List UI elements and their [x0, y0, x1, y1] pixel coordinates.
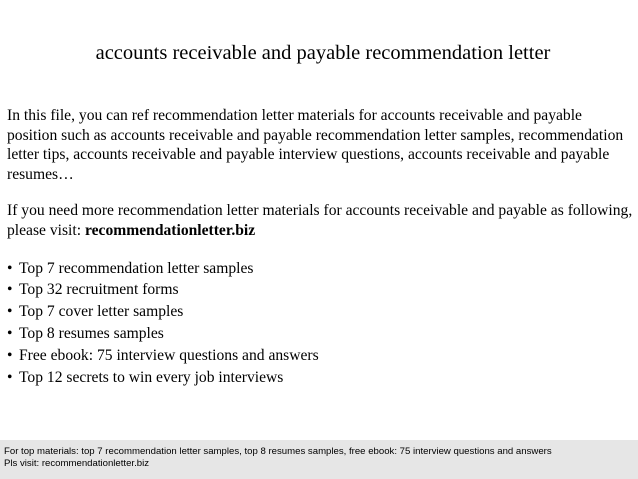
- list-item: [7, 301, 635, 323]
- more-paragraph: [7, 201, 635, 240]
- list-item: [7, 367, 635, 389]
- intro-paragraph: In this file, you can ref recommendation letter materials for accounts receivable and payable position such as accounts receivable and payable recommendation letter samples, recommendation letter tips, accounts receivable and payable interview questions, accounts receivable and payable resumes…: [7, 107, 624, 183]
- list-item-label: Top 32 recruitment forms: [19, 281, 179, 299]
- bullet-icon: •: [7, 324, 13, 342]
- list-item: [7, 345, 635, 367]
- body-content: [7, 106, 635, 388]
- bullet-list: [7, 258, 635, 389]
- list-item-label: Top 7 recommendation letter samples: [19, 259, 254, 277]
- list-item-label: Top 7 cover letter samples: [19, 303, 184, 321]
- footer-line-1: For top materials: top 7 recommendation letter samples, top 8 resumes samples, free ebook: 75 interview questions and answers: [4, 446, 552, 457]
- page-title: accounts receivable and payable recommendation letter: [95, 42, 551, 64]
- bullet-icon: •: [7, 346, 13, 364]
- website-link[interactable]: recommendationletter.biz: [84, 221, 256, 239]
- list-item-label: Free ebook: 75 interview questions and answers: [19, 346, 319, 364]
- bullet-icon: •: [7, 368, 13, 386]
- list-item-label: Top 8 resumes samples: [19, 324, 164, 342]
- footer-banner: [0, 440, 638, 479]
- list-item: [7, 279, 635, 301]
- list-item: [7, 258, 635, 280]
- bullet-icon: •: [7, 281, 13, 299]
- list-item-label: Top 12 secrets to win every job interviews: [19, 368, 284, 386]
- more-text: If you need more recommendation letter materials for accounts receivable and payable as following, please visit:: [7, 202, 633, 239]
- bullet-icon: •: [7, 303, 13, 321]
- bullet-icon: •: [7, 259, 13, 277]
- footer-line-2: Pls visit: recommendationletter.biz: [4, 458, 150, 469]
- list-item: [7, 323, 635, 345]
